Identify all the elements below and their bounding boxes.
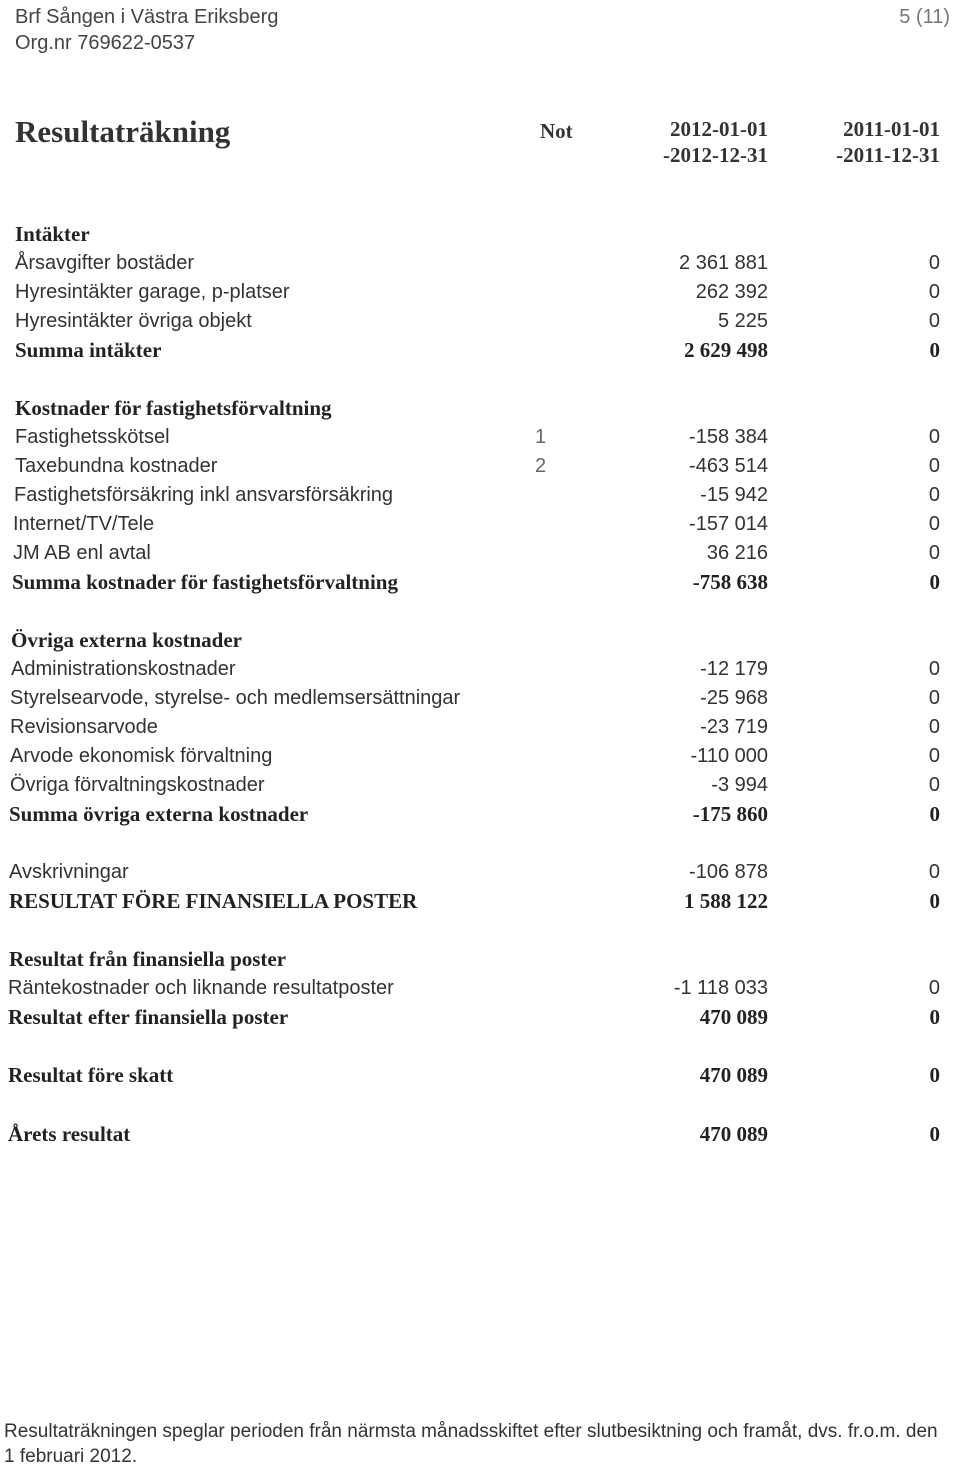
statement-row xyxy=(0,572,960,601)
footnote: Resultaträkningen speglar perioden från närmsta månadsskiftet efter slutbesiktning och framåt, dvs. fr.o.m. den 1 februari 2012. xyxy=(4,1421,938,1467)
row-current-value: -23 719 xyxy=(700,716,768,738)
row-label: Räntekostnader och liknande resultatposter xyxy=(8,977,394,999)
current-period-end: -2012-12-31 xyxy=(663,143,768,167)
statement-row xyxy=(0,456,960,485)
row-current-value: -758 638 xyxy=(692,570,768,594)
statement-row xyxy=(0,514,960,543)
row-label: Årsavgifter bostäder xyxy=(15,252,194,274)
row-label: Summa intäkter xyxy=(15,338,162,362)
statement-row xyxy=(0,891,960,920)
row-label: Fastighetsskötsel xyxy=(15,426,170,448)
row-label: Hyresintäkter övriga objekt xyxy=(15,310,252,332)
statement-row xyxy=(0,340,960,369)
row-previous-value: 0 xyxy=(928,426,940,448)
organization-name: Brf Sången i Västra Eriksberg xyxy=(15,6,279,28)
row-current-value: -15 942 xyxy=(700,484,768,506)
statement-row xyxy=(0,311,960,340)
row-previous-value: 0 xyxy=(929,570,940,594)
row-previous-value: 0 xyxy=(928,861,940,883)
organization-number: Org.nr 769622-0537 xyxy=(15,32,196,54)
note-column-header: Not xyxy=(540,119,573,143)
row-label: Resultat från finansiella poster xyxy=(9,947,287,971)
row-previous-value: 0 xyxy=(928,484,940,506)
current-period-start: 2012-01-01 xyxy=(670,117,768,141)
statement-row xyxy=(0,253,960,282)
row-previous-value: 0 xyxy=(928,252,940,274)
row-current-value: 470 089 xyxy=(699,1005,768,1029)
statement-row xyxy=(0,427,960,456)
row-label: Resultat efter finansiella poster xyxy=(8,1005,289,1029)
statement-row xyxy=(0,804,960,833)
row-previous-value: 0 xyxy=(928,513,940,535)
row-previous-value: 0 xyxy=(929,1063,940,1087)
statement-row xyxy=(0,543,960,572)
row-current-value: -175 860 xyxy=(692,802,768,826)
row-previous-value: 0 xyxy=(928,658,940,680)
row-current-value: -463 514 xyxy=(689,455,768,477)
row-previous-value: 0 xyxy=(928,977,940,999)
previous-period-start: 2011-01-01 xyxy=(843,117,940,141)
page-title: Resultaträkning xyxy=(15,114,231,149)
statement-row xyxy=(0,862,960,891)
row-label: Arvode ekonomisk förvaltning xyxy=(10,745,273,767)
statement-row xyxy=(0,1065,960,1094)
row-current-value: -158 384 xyxy=(689,426,768,448)
row-label: Taxebundna kostnader xyxy=(15,455,218,477)
row-previous-value: 0 xyxy=(928,716,940,738)
row-previous-value: 0 xyxy=(928,310,940,332)
statement-row xyxy=(0,282,960,311)
row-previous-value: 0 xyxy=(929,1005,940,1029)
row-label: Administrationskostnader xyxy=(11,658,236,680)
row-note: 2 xyxy=(535,455,547,477)
row-label: Styrelsearvode, styrelse- och medlemsersättningar xyxy=(10,687,461,709)
row-current-value: 2 361 881 xyxy=(679,252,768,274)
row-label: Summa övriga externa kostnader xyxy=(9,802,309,826)
row-label: Hyresintäkter garage, p-platser xyxy=(15,281,290,303)
row-current-value: -25 968 xyxy=(700,687,768,709)
row-current-value: 36 216 xyxy=(706,542,768,564)
statement-row xyxy=(0,485,960,514)
row-current-value: 1 588 122 xyxy=(684,889,768,913)
row-current-value: -106 878 xyxy=(689,861,768,883)
row-label: RESULTAT FÖRE FINANSIELLA POSTER xyxy=(9,889,418,913)
row-previous-value: 0 xyxy=(929,802,940,826)
row-label: JM AB enl avtal xyxy=(13,542,151,564)
row-label: Summa kostnader för fastighetsförvaltning xyxy=(12,570,398,594)
row-previous-value: 0 xyxy=(929,338,940,362)
row-note: 1 xyxy=(535,426,547,448)
statement-row xyxy=(0,746,960,775)
row-label: Intäkter xyxy=(15,222,90,246)
statement-row xyxy=(0,659,960,688)
row-label: Avskrivningar xyxy=(9,861,129,883)
row-current-value: 5 225 xyxy=(717,310,768,332)
row-label: Kostnader för fastighetsförvaltning xyxy=(15,396,332,420)
row-current-value: -110 000 xyxy=(690,745,768,767)
row-label: Övriga förvaltningskostnader xyxy=(10,774,265,796)
statement-row xyxy=(0,224,960,253)
statement-row xyxy=(0,978,960,1007)
statement-row xyxy=(0,688,960,717)
statement-row xyxy=(0,1124,960,1153)
row-previous-value: 0 xyxy=(928,455,940,477)
statement-row xyxy=(0,1007,960,1036)
statement-row xyxy=(0,398,960,427)
statement-row xyxy=(0,717,960,746)
row-label: Revisionsarvode xyxy=(10,716,158,738)
row-current-value: 470 089 xyxy=(699,1063,768,1087)
statement-row xyxy=(0,775,960,804)
row-current-value: -3 994 xyxy=(711,774,768,796)
row-previous-value: 0 xyxy=(928,542,940,564)
row-label: Internet/TV/Tele xyxy=(13,513,155,535)
row-previous-value: 0 xyxy=(928,281,940,303)
row-previous-value: 0 xyxy=(928,745,940,767)
row-previous-value: 0 xyxy=(929,889,940,913)
row-previous-value: 0 xyxy=(928,687,940,709)
row-previous-value: 0 xyxy=(929,1122,940,1146)
statement-row xyxy=(0,630,960,659)
row-label: Årets resultat xyxy=(8,1122,131,1146)
row-label: Resultat före skatt xyxy=(8,1063,174,1087)
row-current-value: -157 014 xyxy=(689,513,768,535)
row-label: Övriga externa kostnader xyxy=(11,628,242,652)
row-current-value: 262 392 xyxy=(695,281,768,303)
row-previous-value: 0 xyxy=(928,774,940,796)
row-current-value: -1 118 033 xyxy=(673,977,768,999)
previous-period-end: -2011-12-31 xyxy=(836,143,940,167)
row-current-value: -12 179 xyxy=(700,658,768,680)
statement-row xyxy=(0,949,960,978)
row-current-value: 2 629 498 xyxy=(684,338,768,362)
row-label: Fastighetsförsäkring inkl ansvarsförsäkring xyxy=(14,484,394,506)
page-number: 5 (11) xyxy=(899,6,950,28)
row-current-value: 470 089 xyxy=(699,1122,768,1146)
